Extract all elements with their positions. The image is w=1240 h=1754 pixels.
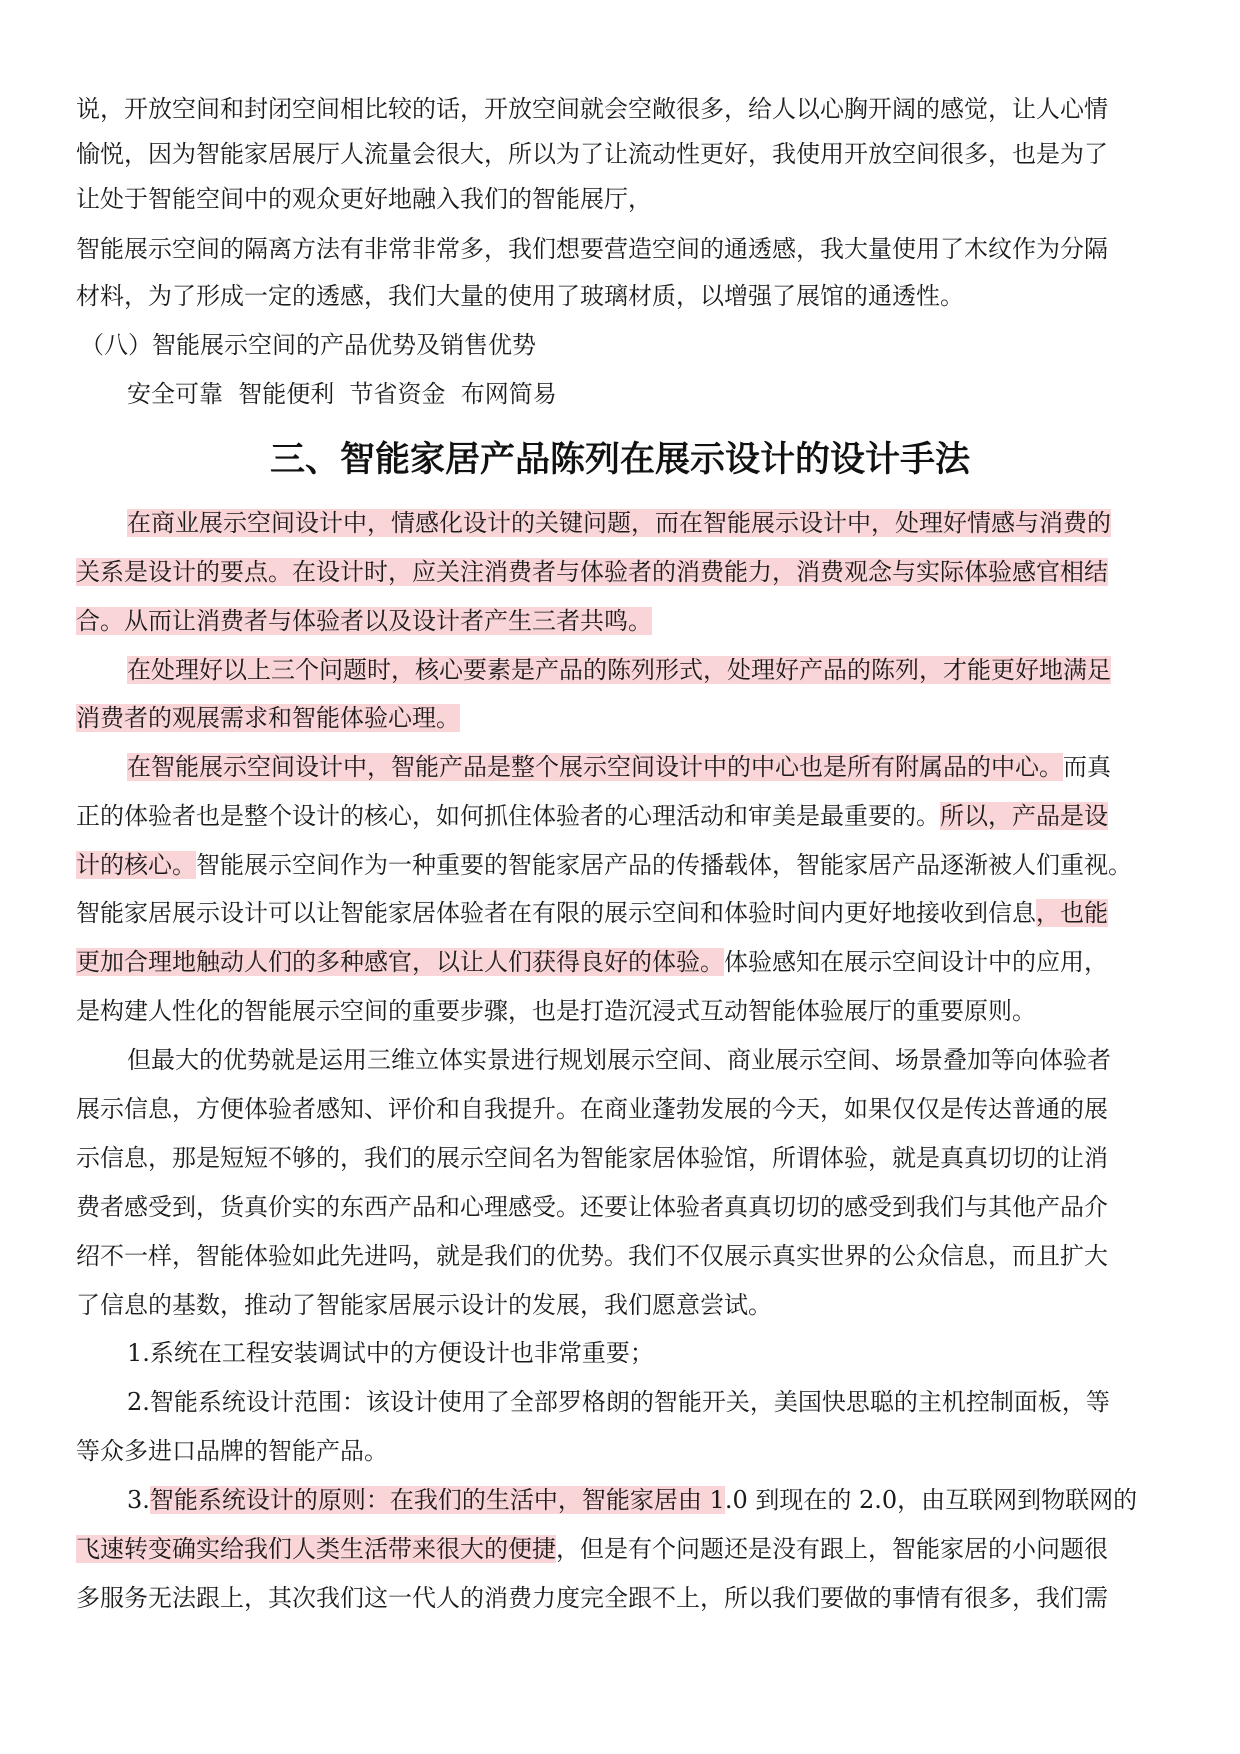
highlighted-text: 所以，产品是设 [940,802,1108,830]
body-text-line: 愉悦，因为智能家居展厅人流量会很大，所以为了让流动性更好，我使用开放空间很多，也是为了 [76,140,1108,168]
body-text-line: 多服务无法跟上，其次我们这一代人的消费力度完全跟不上，所以我们要做的事情有很多，我们需 [76,1584,1108,1612]
highlighted-text: 飞速转变确实给我们人类生活带来很大的便捷 [76,1535,556,1563]
body-text-line: 示信息，那是短短不够的，我们的展示空间名为智能家居体验馆，所谓体验，就是真真切切的让消 [76,1144,1108,1172]
highlighted-text: 计的核心。 [76,851,196,879]
body-text-line [76,605,652,637]
body-text-line [76,897,1108,929]
body-text-line [76,1533,1108,1565]
plain-text: 智能展示空间作为一种重要的智能家居产品的传播载体，智能家居产品逐渐被人们重视。 [196,851,1132,879]
body-text-line: 展示信息，方便体验者感知、评价和自我提升。在商业蓬勃发展的今天，如果仅仅是传达普通的展 [76,1095,1108,1123]
highlighted-text: 关系是设计的要点。在设计时，应关注消费者与体验者的消费能力，消费观念与实际体验感官相结 [76,558,1108,586]
list-item [127,1484,1137,1516]
subheading: （八）智能展示空间的产品优势及销售优势 [80,331,536,359]
section-title: 三、智能家居产品陈列在展示设计的设计手法 [269,440,970,480]
plain-text: 正的体验者也是整个设计的核心，如何抓住体验者的心理活动和审美是最重要的。 [76,802,940,830]
body-text-line: 智能展示空间的隔离方法有非常非常多，我们想要营造空间的通透感，我大量使用了木纹作为分隔 [76,235,1108,263]
highlighted-text: 在处理好以上三个问题时，核心要素是产品的陈列形式，处理好产品的陈列，才能更好地满足 [127,656,1111,684]
list-item: 1.系统在工程安装调试中的方便设计也非常重要； [127,1339,654,1367]
plain-text: 智能家居展示设计可以让智能家居体验者在有限的展示空间和体验时间内更好地接收到信息 [76,899,1036,927]
advantages-line: 安全可靠 智能便利 节省资金 布网简易 [127,380,557,408]
highlighted-text: 在商业展示空间设计中，情感化设计的关键问题，而在智能展示设计中，处理好情感与消费的 [127,509,1111,537]
body-text-line: 等众多进口品牌的智能产品。 [76,1437,388,1465]
body-text-line: 绍不一样，智能体验如此先进吗，就是我们的优势。我们不仅展示真实世界的公众信息，而且扩大 [76,1242,1108,1270]
body-text-line: 但最大的优势就是运用三维立体实景进行规划展示空间、商业展示空间、场景叠加等向体验者 [127,1046,1111,1074]
body-text-line: 是构建人性化的智能展示空间的重要步骤，也是打造沉浸式互动智能体验展厅的重要原则。 [76,997,1036,1025]
highlighted-text: 智能系统设计的原则：在我们的生活中，智能家居由 1 [149,1486,725,1514]
plain-text: 3. [127,1486,150,1514]
body-text-line: 了信息的基数，推动了智能家居展示设计的发展，我们愿意尝试。 [76,1291,772,1319]
highlighted-text: ，也能 [1036,899,1108,927]
highlighted-text: 在智能展示空间设计中，智能产品是整个展示空间设计中的中心也是所有附属品的中心。 [127,753,1063,781]
body-text-line: 材料，为了形成一定的透感，我们大量的使用了玻璃材质，以增强了展馆的通透性。 [76,282,964,310]
body-text-line [76,556,1108,588]
plain-text: 而真 [1063,753,1111,781]
plain-text: ，但是有个问题还是没有跟上，智能家居的小问题很 [556,1535,1108,1563]
body-text-line: 费者感受到，货真价实的东西产品和心理感受。还要让体验者真真切切的感受到我们与其他产品介 [76,1193,1108,1221]
body-text-line: 让处于智能空间中的观众更好地融入我们的智能展厅， [76,185,652,213]
body-text-line [76,946,1108,978]
body-text-line [76,800,1108,832]
body-text-line [76,849,1132,881]
body-text-line: 说，开放空间和封闭空间相比较的话，开放空间就会空敞很多，给人以心胸开阔的感觉，让人心情 [76,95,1108,123]
body-text-line [127,507,1111,539]
body-text-line [76,702,460,734]
highlighted-text: 更加合理地触动人们的多种感官，以让人们获得良好的体验。 [76,948,724,976]
list-item: 2.智能系统设计范围：该设计使用了全部罗格朗的智能开关，美国快思聪的主机控制面板，等 [127,1388,1110,1416]
body-text-line [127,751,1111,783]
plain-text: 体验感知在展示空间设计中的应用， [724,948,1108,976]
highlighted-text: 合。从而让消费者与体验者以及设计者产生三者共鸣。 [76,607,652,635]
highlighted-text: 消费者的观展需求和智能体验心理。 [76,704,460,732]
plain-text: .0 到现在的 2.0，由互联网到物联网的 [724,1486,1138,1514]
body-text-line [127,654,1111,686]
